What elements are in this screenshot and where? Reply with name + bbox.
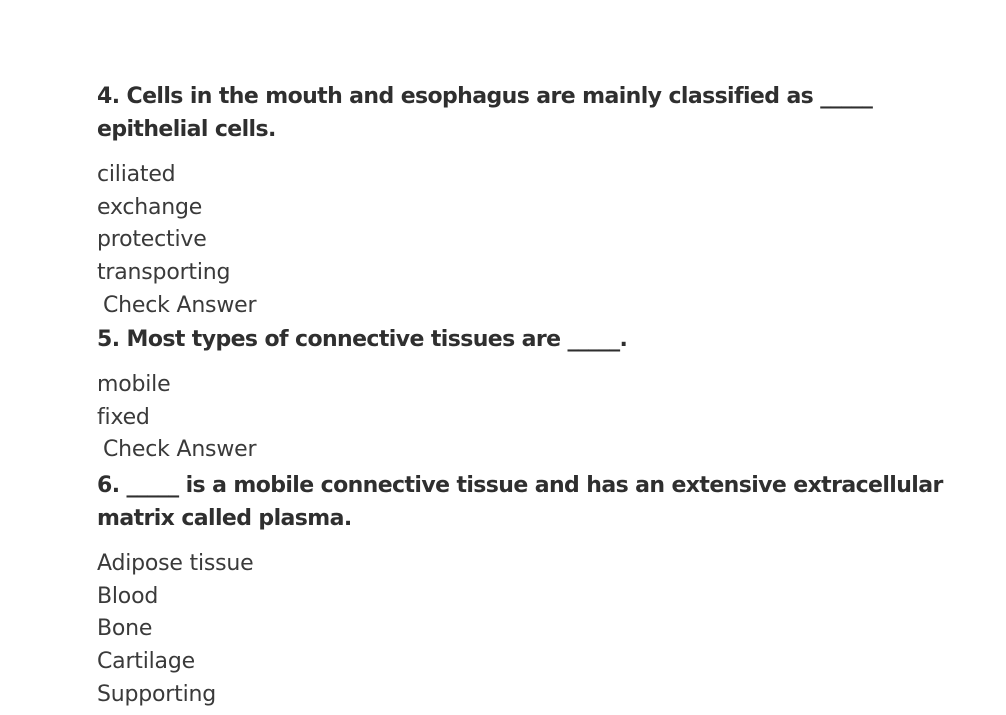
answer-option[interactable]: Bone: [97, 616, 153, 642]
answer-options: [97, 369, 957, 434]
question-4: [97, 80, 957, 323]
answer-option[interactable]: Blood: [97, 583, 159, 609]
answer-options: [97, 548, 957, 712]
answer-option[interactable]: Supporting: [97, 681, 216, 707]
check-answer-button[interactable]: Check Answer: [97, 434, 256, 466]
answer-option[interactable]: Cartilage: [97, 649, 195, 675]
answer-option[interactable]: exchange: [97, 194, 203, 220]
question-5: [97, 323, 957, 469]
question-text: 6. _____ is a mobile connective tissue and has an extensive extracellular matrix called plasma.: [97, 473, 943, 531]
answer-options: [97, 159, 957, 290]
question-6: [97, 469, 957, 712]
check-answer-button[interactable]: Check Answer: [97, 290, 256, 322]
quiz-content: [97, 80, 957, 712]
question-text: 4. Cells in the mouth and esophagus are mainly classified as _____ epithelial cells.: [97, 84, 873, 142]
answer-option[interactable]: transporting: [97, 260, 231, 286]
question-text: 5. Most types of connective tissues are _____.: [97, 327, 628, 352]
answer-option[interactable]: Adipose tissue: [97, 551, 254, 576]
answer-option[interactable]: fixed: [97, 404, 150, 430]
answer-option[interactable]: ciliated: [97, 162, 176, 187]
answer-option[interactable]: mobile: [97, 372, 171, 397]
answer-option[interactable]: protective: [97, 227, 207, 253]
